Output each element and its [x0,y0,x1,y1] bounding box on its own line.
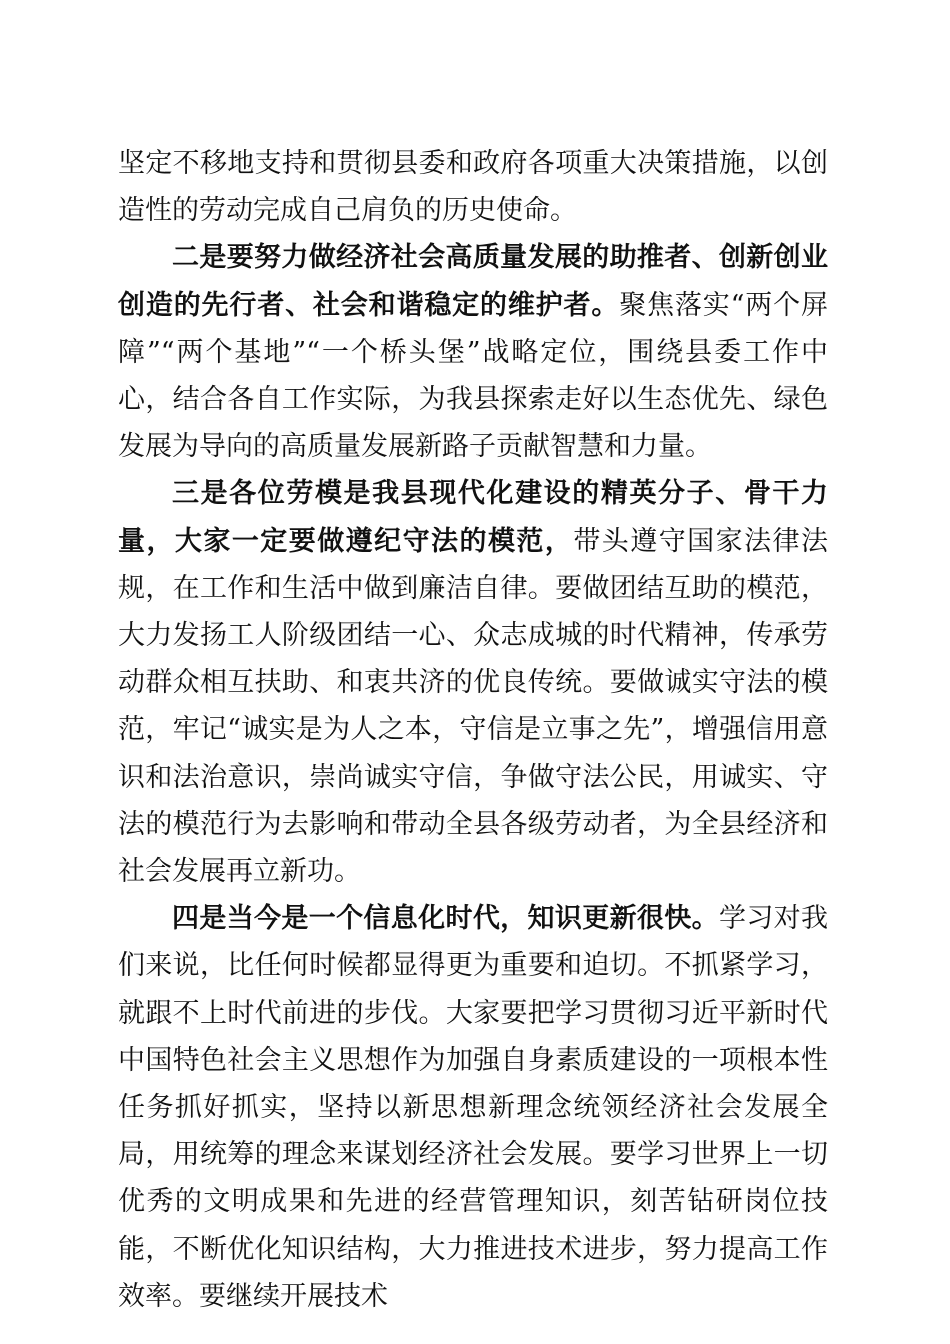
document-body [118,140,828,1320]
paragraph-continuation [118,140,828,234]
paragraph-lead: 二是要努力做经济社会高质量发展的助推者、创新创业创造的先行者、社会和谐稳定的维护者。 [118,242,828,321]
paragraph-text: 聚焦落实“两个屏障”“两个基地”“一个桥头堡”战略定位，围绕县委工作中心，结合各自工作实际，为我县探索走好以生态优先、绿色发展为导向的高质量发展新路子贡献智慧和力量。 [118,289,829,463]
paragraph-point-three [118,470,828,895]
paragraph-point-two [118,234,828,470]
paragraph-text: 带头遵守国家法律法规，在工作和生活中做到廉洁自律。要做团结互助的模范，大力发扬工人阶级团结一心、众志成城的时代精神，传承劳动群众相互扶助、和衷共济的优良传统。要做诚实守法的模范，牢记“诚实是为人之本，守信是立事之先”，增强信用意识和法治意识，崇尚诚实守信，争做守法公民，用诚实、守法的模范行为去影响和带动全县各级劳动者，为全县经济和社会发展再立新功。 [118,525,829,888]
paragraph-lead: 四是当今是一个信息化时代，知识更新很快。 [172,903,719,935]
paragraph-lead: 三是各位劳模是我县现代化建设的精英分子、骨干力量，大家一定要做遵纪守法的模范， [118,478,828,557]
paragraph-point-four [118,895,828,1320]
paragraph-text: 坚定不移地支持和贯彻县委和政府各项重大决策措施，以创造性的劳动完成自己肩负的历史使命。 [118,148,828,227]
paragraph-text: 学习对我们来说，比任何时候都显得更为重要和迫切。不抓紧学习，就跟不上时代前进的步伐。大家要把学习贯彻习近平新时代中国特色社会主义思想作为加强自身素质建设的一项根本性任务抓好抓实，坚持以新思想新理念统领经济社会发展全局，用统筹的理念来谋划经济社会发展。要学习世界上一切优秀的文明成果和先进的经营管理知识，刻苦钻研岗位技能，不断优化知识结构，大力推进技术进步，努力提高工作效率。要继续开展技术 [118,903,829,1312]
